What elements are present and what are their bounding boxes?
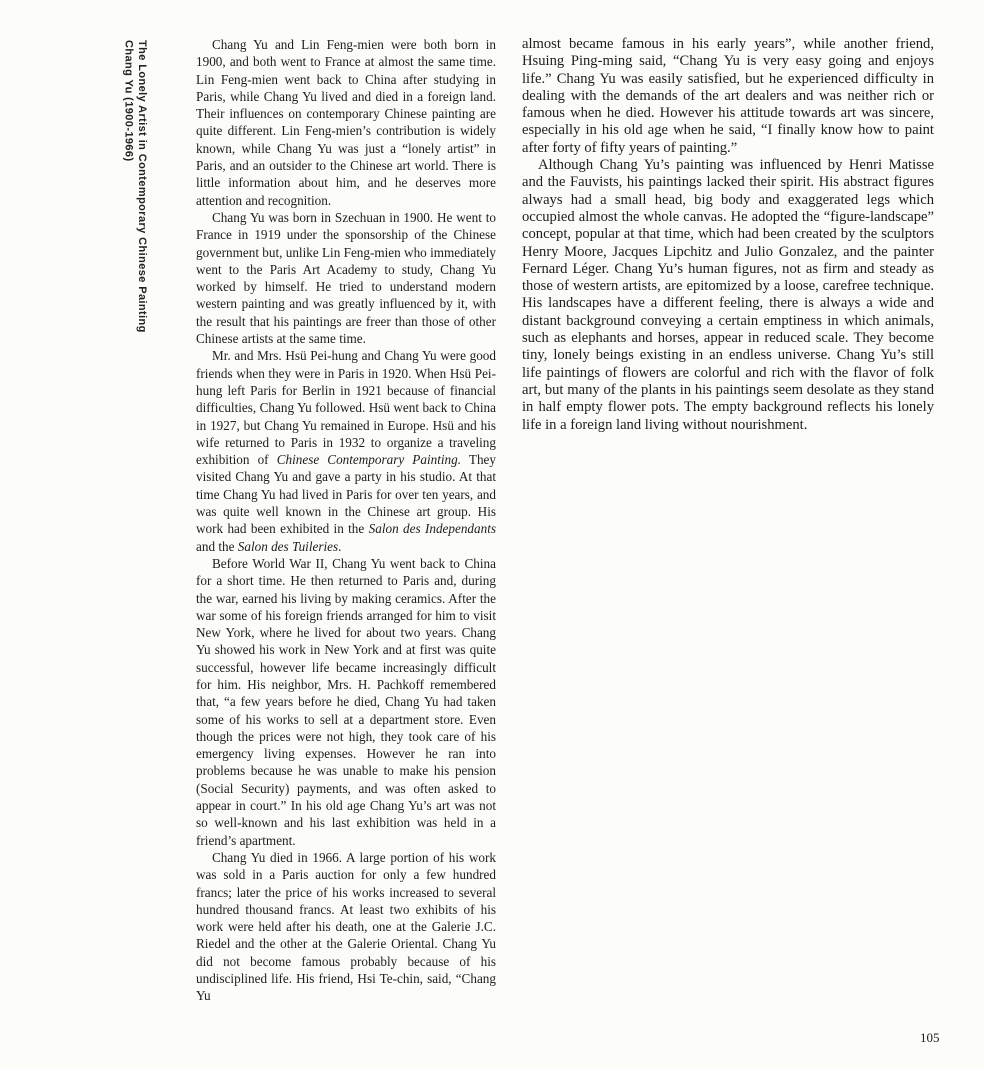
italic-text-segment: Chinese Contemporary Painting. — [276, 452, 462, 468]
text-segment: Chang Yu and Lin Feng-mien were both born in 1900, and both went to France at almost the same time. Lin Feng-mien went back to China after studying in Paris, while Chang Yu lived and died in a foreign land. Their influences on contemporary Chinese painting are quite different. Lin Feng-mien’s contribution is widely known, while Chang Yu was just a “lonely artist” in Paris, and an outsider to the Chinese art world. There is little information about him, and he deserves more attention and recognition. — [196, 37, 496, 208]
article-body — [196, 36, 934, 1005]
text-segment: Chang Yu died in 1966. A large portion of his work was sold in a Paris auction for only a few hundred francs; later the price of his works increased to several hundred thousand francs. At least two exhibits of his work were held after his death, one at the Galerie J.C. Riedel and the other at the Galerie Oriental. Chang Yu did not become famous probably because of his undisciplined life. His friend, Hsi Te-chin, said, “Chang Yu — [196, 849, 496, 1004]
chapter-sidebar-title — [121, 40, 148, 333]
italic-text-segment: Salon des Tuileries — [237, 538, 339, 554]
text-segment: They visited Chang Yu and gave a party in his studio. At that time Chang Yu had lived in Paris for over ten years, and was quite well known in the Chinese art group. His work had been exhibited in the — [196, 452, 496, 537]
paragraph — [196, 555, 496, 849]
chapter-title: Chang Yu (1900-1966) — [122, 40, 135, 162]
paragraph — [196, 209, 496, 347]
paragraph — [522, 157, 934, 434]
column-right — [522, 36, 934, 434]
chapter-subtitle: The Lonely Artist in Contemporary Chinese Painting — [136, 40, 148, 333]
paragraph — [522, 36, 934, 157]
paragraph — [196, 347, 496, 555]
text-segment: and the — [196, 538, 238, 554]
text-segment: Before World War II, Chang Yu went back to China for a short time. He then returned to Paris and, during the war, earned his living by making ceramics. After the war some of his foreign friends arranged for him to visit New York, where he lived for about two years. Chang Yu showed his work in New York and at first was quite successful, however life became increasingly difficult for him. His neighbor, Mrs. H. Pachkoff remembered that, “a few years before he died, Chang Yu had taken some of his works to sell at a department store. Even though the prices were not high, they took care of his emergency living expenses. However he ran into problems because he was unable to make his pension (Social Security) payments, and was often asked to appear in court.” In his old age Chang Yu’s art was not so well-known and his last exhibition was held in a friend’s apartment. — [196, 555, 496, 848]
italic-text-segment: Salon des Independants — [368, 521, 497, 537]
column-left — [196, 36, 496, 1005]
text-segment: almost became famous in his early years”, while another friend, Hsuing Ping-ming said, “Chang Yu is very easy going and enjoys life.” Chang Yu was easily satisfied, but he experienced difficulty in dealing with the demands of the art dealers and was neither rich or famous when he died. However his attitude towards art was sincere, especially in his old age when he said, “I finally know how to paint after forty of fifty years of painting.” — [522, 36, 934, 156]
paragraph — [196, 849, 496, 1005]
paragraph — [196, 36, 496, 209]
text-segment: Although Chang Yu’s painting was influenced by Henri Matisse and the Fauvists, his paintings lacked their spirit. His abstract figures always had a small head, big body and exaggerated legs which occupied almost the whole canvas. He adopted the “figure-landscape” concept, popular at that time, which had been created by the sculptors Henry Moore, Jacques Lipchitz and Julio Gonzalez, and the painter Fernard Léger. Chang Yu’s human figures, not as firm and steady as those of western artists, are epitomized by a loose, carefree technique. His landscapes have a different feeling, there is always a wide and distant background conveying a certain emptiness in which animals, such as elephants and horses, appear in reduced scale. They become tiny, lonely beings existing in an endless universe. Chang Yu’s still life paintings of flowers are colorful and rich with the flavor of folk art, but many of the plants in his paintings seem desolate as they stand in half empty flower pots. The empty background reflects his lonely life in a foreign land living without nourishment. — [522, 157, 934, 433]
page-number: 105 — [920, 1030, 940, 1045]
text-segment: . — [338, 538, 342, 554]
text-segment: Chang Yu was born in Szechuan in 1900. He went to France in 1919 under the sponsorship of the Chinese government but, unlike Lin Feng-mien who immediately went to the Paris Art Academy to study, Chang Yu worked by himself. He tried to understand modern western painting and was greatly influenced by it, with the result that his paintings are freer than those of other Chinese artists at the same time. — [196, 209, 496, 347]
text-segment: Mr. and Mrs. Hsü Pei-hung and Chang Yu were good friends when they were in Paris in 1920. When Hsü Pei-hung left Paris for Berlin in 1921 because of financial difficulties, Chang Yu followed. Hsü went back to China in 1927, but Chang Yu remained in Europe. Hsü and his wife returned to Paris in 1932 to organize a traveling exhibition of — [196, 348, 496, 468]
